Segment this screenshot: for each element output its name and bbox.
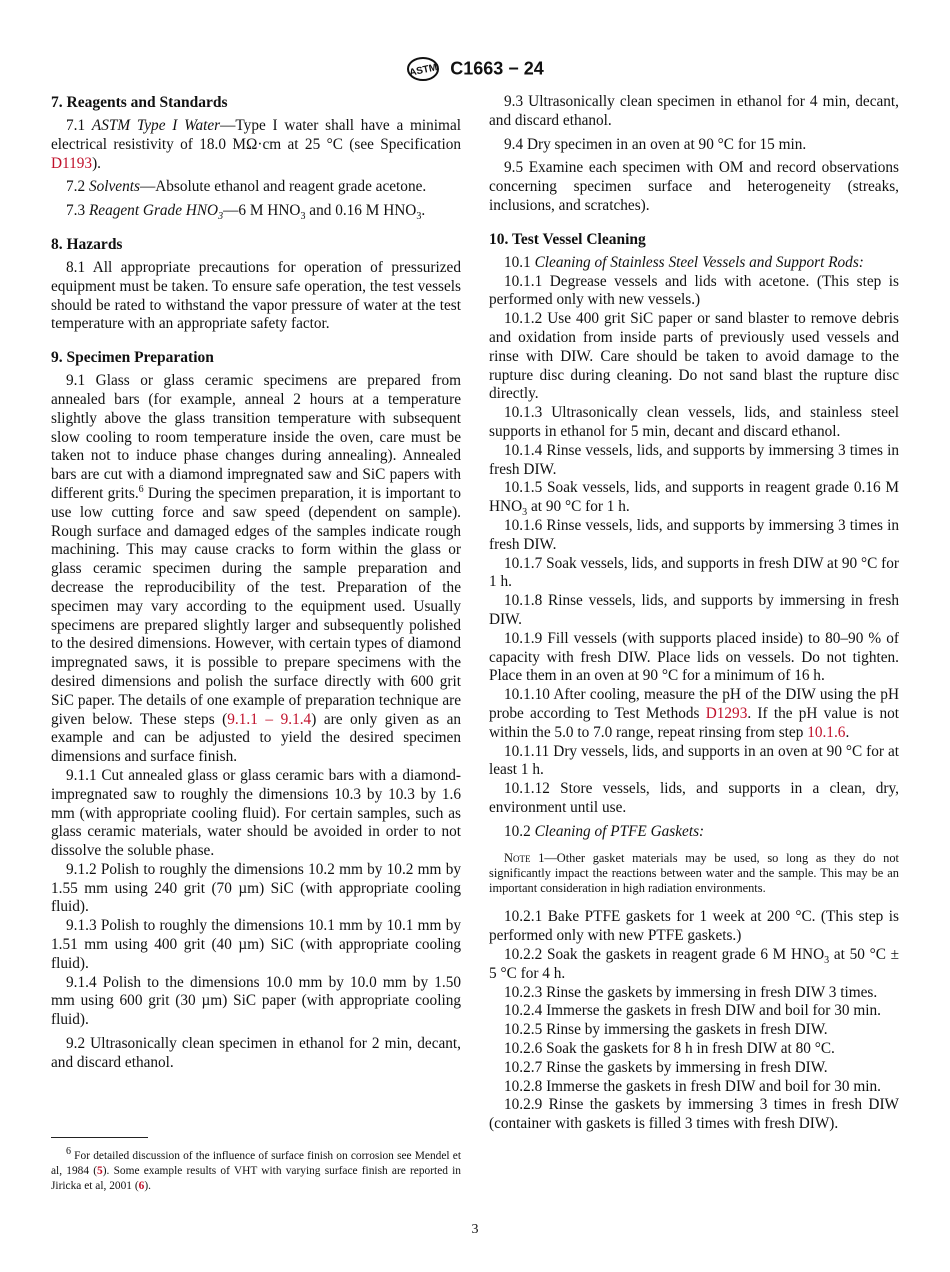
para-9-3: 9.3 Ultrasonically clean specimen in ethanol for 4 min, decant, and discard ethanol. — [489, 93, 899, 129]
note-1: Note 1—Other gasket materials may be used, so long as they do not significantly impact the reactions between water and the sample. This may be an important consideration in high radiation environments. — [489, 851, 899, 896]
page-number: 3 — [471, 1222, 479, 1237]
ref-5-link[interactable]: 5 — [97, 1165, 103, 1177]
link-d1193[interactable]: D1193 — [51, 154, 93, 172]
para-10-2: 10.2 Cleaning of PTFE Gaskets: — [504, 822, 705, 840]
para-10-1-3: 10.1.3 Ultrasonically clean vessels, lids, and stainless steel supports in ethanol for 5 min, decant and discard ethanol. — [489, 404, 899, 440]
ref-6-link[interactable]: 6 — [138, 1180, 145, 1192]
para-10-1-1: 10.1.1 Degrease vessels and lids with acetone. (This step is performed only with new vessels.) — [489, 272, 899, 309]
standard-designation: C1663 − 24 — [450, 58, 544, 79]
svg-text:ASTM: ASTM — [408, 62, 439, 79]
astm-logo-icon — [406, 56, 440, 82]
para-10-1-12: 10.1.12 Store vessels, lids, and supports in a clean, dry, environment until use. — [489, 780, 899, 816]
para-10-1-5: 10.1.5 Soak vessels, lids, and supports in reagent grade 0.16 M $HNO_3$ at 90 °C for 1 h. — [489, 479, 899, 519]
para-9-1-4: 9.1.4 Polish to the dimensions 10.0 mm by 10.0 mm by 1.50 mm using 600 grit (30 µm) SiC paper (with appropriate cooling fluid). — [51, 973, 461, 1029]
para-9-2: 9.2 Ultrasonically clean specimen in ethanol for 2 min, decant, and discard ethanol. — [51, 1035, 461, 1071]
para-7-2: 7.2 Solvents—Absolute ethanol and reagent grade acetone. — [66, 178, 427, 196]
para-9-1-2: 9.1.2 Polish to roughly the dimensions 10.2 mm by 10.2 mm by 1.55 mm using 240 grit (70 µm) SiC (with appropriate cooling fluid). — [51, 860, 461, 916]
para-9-5: 9.5 Examine each specimen with OM and record observations concerning specimen surface and heterogeneity (streaks, inclusions, and scratches). — [489, 159, 899, 214]
para-7-1: 7.1 ASTM Type I Water—Type I water shall have a minimal electrical resistivity of 18.0 MΩ·cm at 25 °C (see Specification D1193). — [51, 117, 461, 172]
para-7-3: 7.3 Reagent Grade $HNO_3—6$ M $HNO_3$ and 0.16 M $HNO_3$. — [66, 202, 426, 223]
para-10-1-11: 10.1.11 Dry vessels, lids, and supports in an oven at 90 °C for at least 1 h. — [489, 742, 899, 779]
para-10-1-9: 10.1.9 Fill vessels (with supports placed inside) to 80–90 % of capacity with fresh DIW. Place lids on vessels. Do not tighten. Place them in an oven at 90 °C for a minimum of 16 h. — [489, 629, 899, 685]
footnote-ref-6[interactable]: 6 — [138, 483, 144, 495]
link-d1293[interactable]: D1293 — [705, 704, 748, 722]
page-header — [0, 56, 950, 82]
para-10-1-10: 10.1.10 After cooling, measure the pH of the DIW using the pH probe according to Test Methods D1293. If the pH value is not within the 5.0 to 7.0 range, repeat rinsing from step 10.1.6. — [489, 686, 899, 741]
footnote-divider — [51, 1137, 148, 1138]
para-9-1-1: 9.1.1 Cut annealed glass or glass ceramic bars with a diamond-impregnated saw to roughly the dimensions 10.3 by 10.3 by 1.6 mm (with appropriate cooling fluid). For certain samples, such as glass ceramic materials, water should be avoided in order to not dissolve the soluble phase. — [51, 766, 461, 860]
link-9-1-1-to-9-1-4[interactable]: 9.1.1 – 9.1.4 — [227, 710, 312, 728]
para-10-2-8: 10.2.8 Immerse the gaskets in fresh DIW and boil for 30 min. — [504, 1077, 881, 1095]
section-10-title: 10. Test Vessel Cleaning — [489, 230, 646, 248]
section-9 — [51, 348, 461, 1072]
para-10-1-8: 10.1.8 Rinse vessels, lids, and supports by immersing in fresh DIW. — [489, 592, 899, 628]
section-7 — [51, 93, 461, 221]
section-9-title: 9. Specimen Preparation — [51, 349, 214, 367]
para-10-1-2: 10.1.2 Use 400 grit SiC paper or sand blaster to remove debris and oxidation from inside parts of previously used vessels and rinse with DIW. Care should be taken to avoid damage to the rupture disc during cleaning. Do not sand blast the rupture disc directly. — [489, 310, 899, 403]
para-10-1-6: 10.1.6 Rinse vessels, lids, and supports by immersing 3 times in fresh DIW. — [489, 516, 899, 553]
para-10-1-4: 10.1.4 Rinse vessels, lids, and supports by immersing 3 times in fresh DIW. — [489, 441, 899, 478]
para-8-1: 8.1 All appropriate precautions for operation of pressurized equipment must be taken. To ensure safe operation, the test vessels should be rated to withstand the vapor pressure of water at the test temperature with an appropriate safety factor. — [51, 258, 461, 333]
para-10-2-3: 10.2.3 Rinse the gaskets by immersing in fresh DIW 3 times. — [504, 983, 878, 1001]
section-7-title: 7. Reagents and Standards — [51, 94, 228, 111]
footnote-6: $^6$ For detailed discussion of the influence of surface finish on corrosion see Mendel et al, 1984 (5). Some example results of VHT with varying surface finish are reported in Jiricka et al, 2001 (6). — [51, 1146, 461, 1192]
para-9-4: 9.4 Dry specimen in an oven at 90 °C for 15 min. — [504, 135, 807, 153]
section-8-title: 8. Hazards — [51, 235, 123, 253]
para-10-1: 10.1 Cleaning of Stainless Steel Vessels and Support Rods: — [504, 253, 864, 271]
para-10-2-1: 10.2.1 Bake PTFE gaskets for 1 week at 200 °C. (This step is performed only with new PTFE gaskets.) — [489, 908, 899, 945]
para-10-2-6: 10.2.6 Soak the gaskets for 8 h in fresh DIW at 80 °C. — [504, 1040, 835, 1058]
right-column — [489, 93, 899, 1148]
section-10 — [489, 230, 899, 1134]
para-10-2-4: 10.2.4 Immerse the gaskets in fresh DIW and boil for 30 min. — [504, 1002, 881, 1020]
para-10-1-7: 10.1.7 Soak vessels, lids, and supports in fresh DIW at 90 °C for 1 h. — [489, 554, 900, 591]
left-column — [51, 93, 461, 1087]
link-10-1-6[interactable]: 10.1.6 — [807, 723, 846, 741]
para-10-2-7: 10.2.7 Rinse the gaskets by immersing in fresh DIW. — [504, 1058, 828, 1076]
para-10-2-9: 10.2.9 Rinse the gaskets by immersing 3 times in fresh DIW (container with gaskets is filled 3 times with fresh DIW). — [489, 1096, 899, 1133]
para-9-1-3: 9.1.3 Polish to roughly the dimensions 10.1 mm by 10.1 mm by 1.51 mm using 400 grit (40 µm) SiC (with appropriate cooling fluid). — [51, 917, 461, 972]
section-8 — [51, 235, 461, 334]
para-10-2-2: 10.2.2 Soak the gaskets in reagent grade 6 M $HNO_3$ at 50 °C ± 5 °C for 4 h. — [489, 946, 899, 982]
para-9-1: 9.1 Glass or glass ceramic specimens are prepared from annealed bars (for example, anneal 2 hours at a temperature slightly above the glass transition temperature with subsequent slow cooling to room temperature inside the oven, care must be taken not to induce phase changes during annealing). Annealed bars are cut with a diamond impregnated saw and SiC papers with different grits.$^6$ During the specimen preparation, it is important to use low cutting force and saw speed (dependent on sample). Rough surface and damaged edges of the samples indicate rough machining. This may cause cracks to form within the glass or glass ceramic specimen during the sample preparation and decrease the reproducibility of the test. Preparation of the specimen may vary according to the equipment used. Usually specimens are prepared slightly larger and subsequently polished to the desired dimensions. However, with certain types of diamond impregnated saws, it is possible to prepare specimens with the desired dimensions and polish the surface directly with 600 grit SiC paper. The details of one example of preparation technique are given below. These steps (9.1.1 – 9.1.4) are only given as an example and can be adjusted to yield the desired specimen dimensions and surface finish. — [51, 372, 462, 766]
para-10-2-5: 10.2.5 Rinse by immersing the gaskets in fresh DIW. — [504, 1021, 828, 1039]
